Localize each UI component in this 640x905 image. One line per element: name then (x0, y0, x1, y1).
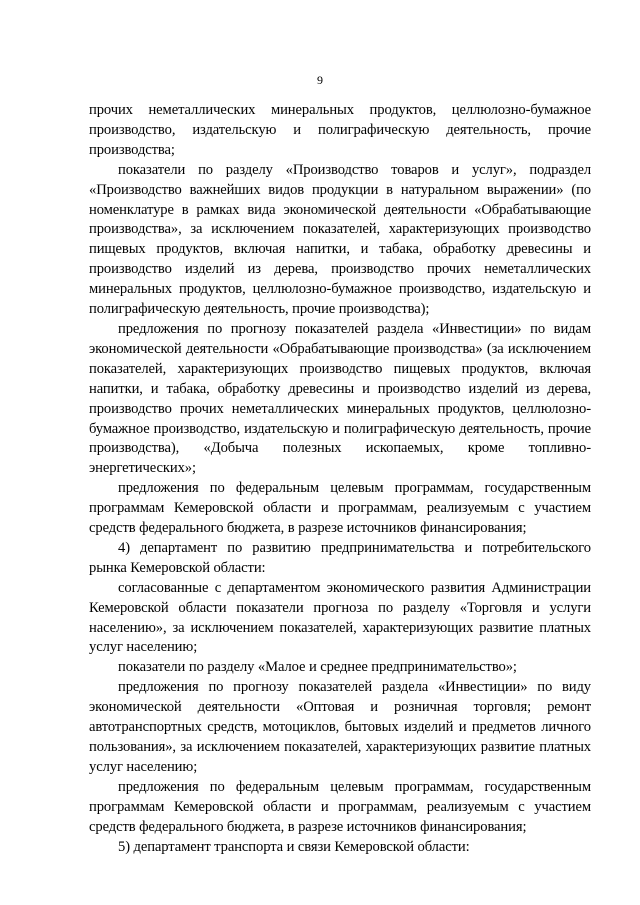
paragraph: предложения по прогнозу показателей раздела «Инвестиции» по виду экономической деятельности «Оптовая и розничная торговля; ремонт автотранспортных средств, мотоциклов, бытовых изделий и предметов личного пользования», за исключением показателей, характеризующих развитие платных услуг населению; (89, 679, 591, 775)
paragraph: 4) департамент по развитию предпринимательства и потребительского рынка Кемеровской области: (89, 539, 591, 576)
document-body (89, 101, 591, 857)
paragraph: согласованные с департаментом экономического развития Администрации Кемеровской области показатели прогноза по разделу «Торговля и услуги населению», за исключением показателей, характеризующих развитие платных услуг населению; (89, 579, 591, 656)
paragraph: показатели по разделу «Производство товаров и услуг», подраздел «Производство важнейших видов продукции в натуральном выражении» (по номенклатуре в рамках вида экономической деятельности «Обрабатывающие производства», за исключением показателей, характеризующих производство пищевых продуктов, включая напитки, и табака, обработку древесины и производство изделий из дерева, производство прочих неметаллических минеральных продуктов, целлюлозно-бумажное производство, издательскую и полиграфическую деятельность, прочие производства); (89, 161, 591, 318)
paragraph: предложения по федеральным целевым программам, государственным программам Кемеровской области и программам, реализуемым с участием средств федерального бюджета, в разрезе источников финансирования; (89, 480, 591, 537)
paragraph: прочих неметаллических минеральных продуктов, целлюлозно-бумажное производство, издательскую и полиграфическую деятельность, прочие производства; (89, 102, 591, 158)
paragraph: показатели по разделу «Малое и среднее предпринимательство»; (118, 659, 517, 676)
paragraph: 5) департамент транспорта и связи Кемеровской области: (118, 838, 470, 855)
page-number: 9 (317, 73, 323, 87)
paragraph: предложения по прогнозу показателей раздела «Инвестиции» по видам экономической деятельности «Обрабатывающие производства» (за исключением показателей, характеризующих производство пищевых продуктов, включая напитки, и табака, обработку древесины и производство изделий из дерева, производство прочих неметаллических минеральных продуктов, целлюлозно-бумажное производство, издательскую и полиграфическую деятельность, прочие производства), «Добыча полезных ископаемых, кроме топливно-энергетических»; (89, 320, 591, 477)
paragraph: предложения по федеральным целевым программам, государственным программам Кемеровской области и программам, реализуемым с участием средств федерального бюджета, в разрезе источников финансирования; (89, 778, 591, 835)
